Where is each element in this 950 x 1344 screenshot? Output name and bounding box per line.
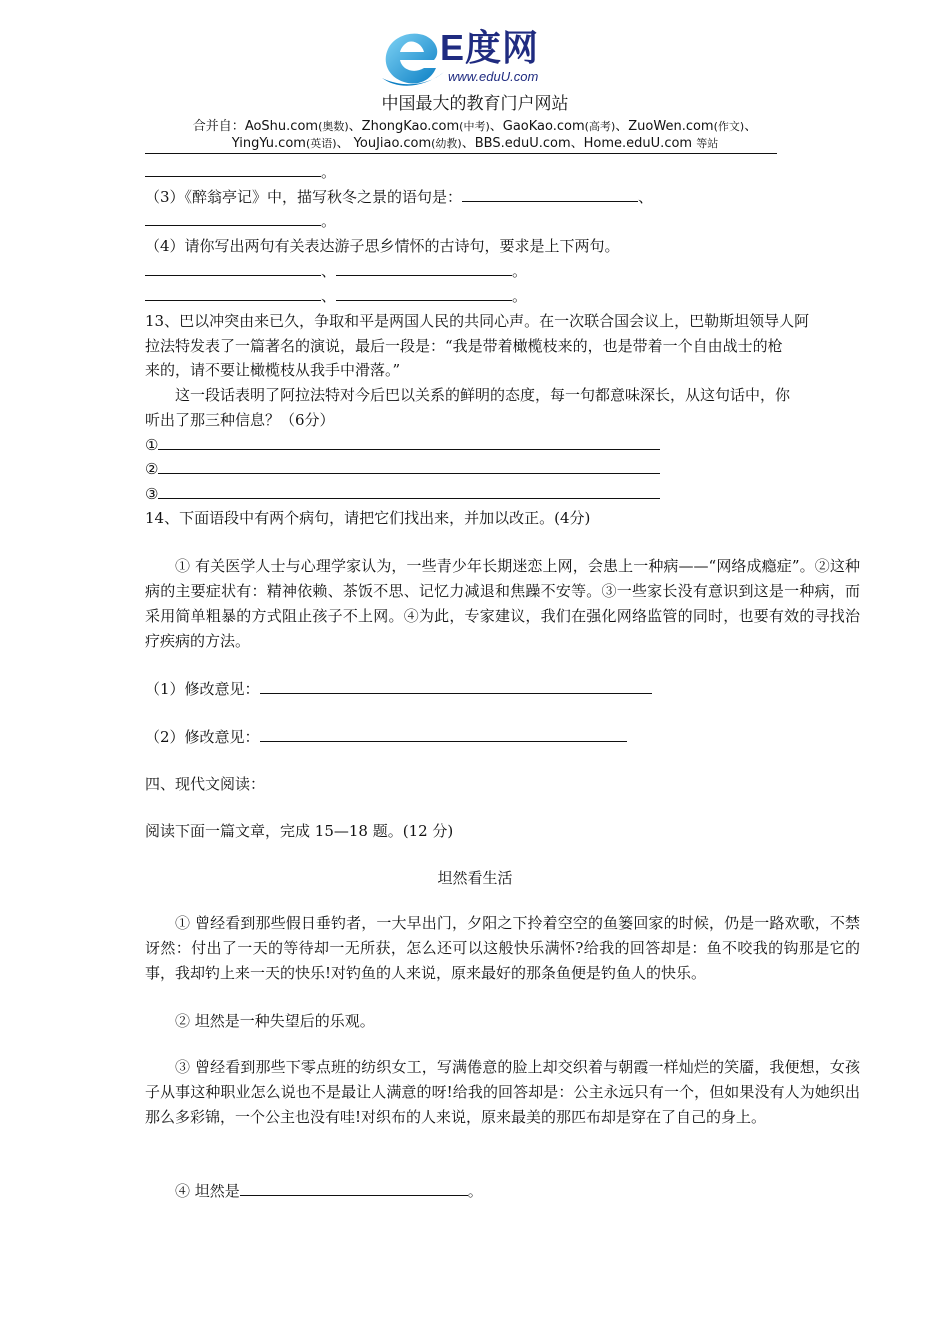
site-note: (幼教) bbox=[431, 137, 462, 150]
answer-blank[interactable] bbox=[145, 261, 321, 276]
answer-line-row bbox=[145, 211, 336, 231]
answer-blank[interactable] bbox=[145, 211, 321, 226]
reading-instruction: 阅读下面一篇文章，完成 15—18 题。(12 分) bbox=[145, 822, 454, 840]
merge-label: 合并自： bbox=[192, 119, 245, 134]
answer-pair-row bbox=[145, 286, 527, 306]
fix-label: （1）修改意见： bbox=[145, 680, 260, 698]
site-note: (作文) bbox=[713, 120, 745, 133]
site-note: (高考) bbox=[584, 120, 616, 133]
q12-item-4: （4）请你写出两句有关表达游子思乡情怀的古诗句，要求是上下两句。 bbox=[145, 237, 620, 255]
answer-pair-row bbox=[145, 261, 527, 281]
separator: 、 bbox=[321, 287, 337, 305]
answer-blank[interactable] bbox=[240, 1181, 468, 1196]
answer-blank[interactable] bbox=[158, 484, 660, 499]
site-link[interactable]: Home.eduU.com bbox=[583, 136, 693, 151]
article-title: 坦然看生活 bbox=[437, 869, 513, 887]
q13-answer-row bbox=[145, 435, 660, 455]
answer-blank[interactable] bbox=[336, 261, 512, 276]
answer-blank[interactable] bbox=[462, 187, 638, 202]
answer-line-row bbox=[145, 162, 336, 182]
separator: 、 bbox=[638, 188, 654, 206]
answer-blank[interactable] bbox=[260, 727, 627, 742]
q12-item-3-text: （3）《醉翁亭记》中，描写秋冬之景的语句是： bbox=[145, 188, 463, 206]
separator: 、 bbox=[321, 262, 337, 280]
q13-line: 来的，请不要让橄榄枝从我手中滑落。” bbox=[145, 361, 401, 379]
site-link[interactable]: ZhongKao.com bbox=[361, 119, 460, 134]
article-paragraph: ① 曾经看到那些假日垂钓者，一大早出门，夕阳之下拎着空空的鱼篓回家的时候，仍是一路欢歌，不禁讶然：付出了一天的等待却一无所获，怎么还可以这般快乐满怀?给我的回答却是：鱼不咬我的钩那是它的事，我却钓上来一天的快乐!对钓鱼的人来说，原来最好的那条鱼便是钓鱼人的快乐。 bbox=[145, 914, 860, 982]
site-slogan: 中国最大的教育门户网站 bbox=[381, 94, 569, 114]
logo-text: E度网 bbox=[440, 27, 540, 68]
q13-line: 拉法特发表了一篇著名的演说，最后一段是：“我是带着橄榄枝来的，也是带着一个自由战士的枪 bbox=[145, 337, 783, 355]
article-paragraph-fill bbox=[175, 1181, 483, 1201]
q14-passage: ① 有关医学人士与心理学家认为，一些青少年长期迷恋上网，会患上一种病——“网络成瘾症”。②这种病的主要症状有：精神依赖、茶饭不思、记忆力减退和焦躁不安等。③一些家长没有意识到这是一种病，而采用简单粗暴的方式阻止孩子不上网。④为此，专家建议，我们在强化网络监管的同时，也要有效的寻找治疗疾病的方法。 bbox=[145, 557, 860, 650]
answer-blank[interactable] bbox=[336, 286, 512, 301]
site-note: (英语) bbox=[305, 137, 337, 150]
answer-marker: ③ bbox=[145, 485, 159, 503]
q14-fix-row bbox=[145, 679, 652, 699]
site-link[interactable]: YingYu.com bbox=[231, 136, 306, 151]
fill-prefix: ④ 坦然是 bbox=[175, 1182, 240, 1200]
merged-sites-line-2: YingYu.com(英语)、 YouJiao.com(幼教)、BBS.eduU.com、Home.eduU.com 等站 bbox=[231, 136, 719, 151]
answer-blank[interactable] bbox=[158, 435, 660, 450]
line-end: 。 bbox=[321, 163, 337, 181]
answer-blank[interactable] bbox=[145, 286, 321, 301]
answer-marker: ② bbox=[145, 460, 159, 478]
q13-line: 听出了那三种信息？（6分） bbox=[145, 411, 335, 429]
logo-url: www.eduU.com bbox=[448, 69, 539, 84]
header-divider bbox=[145, 153, 777, 154]
article-paragraph: ② 坦然是一种失望后的乐观。 bbox=[175, 1012, 375, 1030]
logo-e-icon bbox=[378, 28, 448, 90]
q13-answer-row bbox=[145, 484, 660, 504]
line-end: 。 bbox=[512, 262, 528, 280]
site-note: (中考) bbox=[459, 120, 490, 133]
sites-suffix: 等站 bbox=[696, 137, 719, 150]
article-paragraph: ③ 曾经看到那些下零点班的纺织女工，写满倦意的脸上却交织着与朝霞一样灿烂的笑靥，我便想，女孩子从事这种职业怎么说也不是最让人满意的呀!给我的回答却是：公主永远只有一个，但如果没有人为她织出那么多彩锦，一个公主也没有哇!对织布的人来说，原来最美的那匹布却是穿在了自己的身上。 bbox=[145, 1058, 860, 1126]
q14-title: 14、下面语段中有两个病句，请把它们找出来，并加以改正。(4分) bbox=[145, 509, 591, 527]
fix-label: （2）修改意见： bbox=[145, 728, 260, 746]
answer-blank[interactable] bbox=[145, 162, 321, 177]
q14-fix-row bbox=[145, 727, 627, 747]
site-link[interactable]: ZuoWen.com bbox=[628, 119, 714, 134]
site-link[interactable]: AoShu.com bbox=[244, 119, 319, 134]
q13-answer-row bbox=[145, 459, 660, 479]
answer-marker: ① bbox=[145, 436, 159, 454]
q12-item-3 bbox=[145, 187, 653, 207]
q13-line: 这一段话表明了阿拉法特对今后巴以关系的鲜明的态度，每一句都意味深长，从这句话中，你 bbox=[175, 386, 791, 404]
section-heading: 四、现代文阅读： bbox=[145, 775, 266, 793]
answer-blank[interactable] bbox=[158, 459, 660, 474]
site-link[interactable]: BBS.eduU.com bbox=[474, 136, 571, 151]
line-end: 。 bbox=[512, 287, 528, 305]
line-end: 。 bbox=[321, 212, 337, 230]
merged-sites-line-1: 合并自：AoShu.com(奥数)、ZhongKao.com(中考)、GaoKao.com(高考)、ZuoWen.com(作文)、 bbox=[192, 119, 758, 134]
site-link[interactable]: YouJiao.com bbox=[353, 136, 432, 151]
line-end: 。 bbox=[467, 1182, 483, 1200]
q13-line: 13、巴以冲突由来已久，争取和平是两国人民的共同心声。在一次联合国会议上，巴勒斯坦领导人阿 bbox=[145, 312, 810, 330]
site-link[interactable]: GaoKao.com bbox=[502, 119, 585, 134]
answer-blank[interactable] bbox=[260, 679, 652, 694]
site-note: (奥数) bbox=[318, 120, 349, 133]
site-logo[interactable] bbox=[378, 22, 578, 98]
